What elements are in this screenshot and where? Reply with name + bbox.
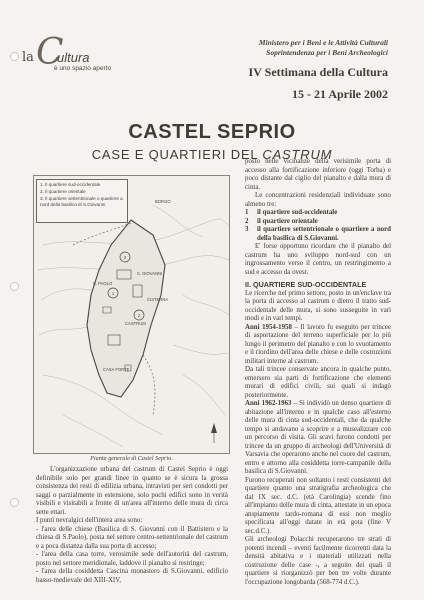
key-point-item: - l'area della cosiddetta Cascina monastero di S.Giovanni, edificio basso-medievale del XIII-XIV, bbox=[36, 568, 228, 584]
header-info bbox=[249, 38, 388, 101]
map-label-castrum: CASTRUM bbox=[125, 321, 146, 326]
logo-text-ultura: ultura bbox=[57, 50, 90, 65]
key-point-item: - l'area delle chiese (Basilica di S. Giovanni con il Battistero e la chiesa di S.Paolo), posta nel settore centro-settentrionale del castrum e a poca distanza dalla sua porta di accesso; bbox=[36, 525, 228, 550]
map-label-2: 2 bbox=[137, 313, 141, 318]
event-dates: 15 - 21 Aprile 2002 bbox=[292, 87, 388, 101]
year-range-label: Anni 1962-1963 bbox=[245, 400, 292, 407]
superintendency-name: Soprintendenza per i Beni Archeologici bbox=[266, 47, 388, 57]
list-number: 1 bbox=[245, 209, 249, 216]
map-label-borgo: BORGO bbox=[155, 199, 171, 204]
paragraph: posto nelle vicinanze della verisimile porta di accesso alla fortificazione inferiore (oggi Torba) e poco distante dal ciglio del pianalto e dalla mura di cinta. bbox=[245, 158, 391, 191]
list-text: il quartiere orientale bbox=[257, 217, 318, 225]
right-column-text bbox=[245, 158, 391, 598]
la-cultura-logo bbox=[22, 30, 118, 76]
paragraph: Le ricerche nel primo settore, posto in un'enclave tra la porta di accesso al castrum e dietro il tratto sud-occidentale delle mura, si sono susseguite in vari modi e in vari tempi. bbox=[245, 289, 391, 322]
event-name: IV Settimana della Cultura bbox=[248, 65, 388, 79]
map-label-casa-forte: CASA FORTE bbox=[103, 367, 130, 372]
punch-hole bbox=[10, 282, 19, 291]
left-column-text bbox=[36, 466, 228, 596]
paragraph: Da tali trincee conservate ancora in qualche punto, emersero sia parti di fortificazione che elementi murari di edifici civili, sui quali si indagò posteriormente. bbox=[245, 366, 391, 399]
subtitle-emphasis: CASTRUM bbox=[262, 147, 333, 162]
intro-paragraph: L'organizzazione urbana del castrum di Castel Seprio è oggi definibile solo per grandi linee in quanto se è sicura la grossa consistenza dei resti di edilizia urbana, intravisti per seri condotti per saggi o parzialmente in estensione, solo pochi edifici sono in verità visibili e visitabili a fronte di un'area all'interno delle mura di circa sette ettari. bbox=[36, 466, 228, 516]
paragraph-text: – Il lavoro fu eseguito per trincee di asportazione del terreno superficiale per lo più lungo il perimetro del pianalto e con lo svuotamento e il riordino dell'area delle chiese e delle costruzioni militari interne al castrum. bbox=[245, 323, 391, 365]
legend-item-2: 2. Il quartiere orientale bbox=[40, 189, 86, 194]
logo-text-la: la bbox=[22, 50, 34, 65]
section-heading: II. QUARTIERE SUD-OCCIDENTALE bbox=[245, 280, 367, 289]
paragraph-text: – Si individò un denso quartiere di abitazione all'interno e in qualche caso all'esterno delle mura di cinta sud-occidentali, che da qualche tempo si andavano a scoprire e a musealizzare con un percorso di visita. Gli scavi furono condotti per trincee da un gruppo di archeologi dell'Università di Varsavia che operarono anche nel cuore del castrum, entro e attorno alla cosiddetta torre-campanile della basilica di S.Giovanni. bbox=[245, 400, 391, 475]
paragraph: Le concentrazioni residenziali individuate sono almeno tre: bbox=[245, 192, 391, 208]
key-points-intro: I punti nevralgici dell'intera area sono: bbox=[36, 517, 143, 524]
key-point-item: - l'area della casa torre, verosimile sede dell'autorità del castrum, posto nel settore meridionale, laddove il pianalto si restringe; bbox=[36, 551, 228, 567]
figure-caption: Pianta generale di Castel Seprio. bbox=[90, 455, 173, 462]
list-item bbox=[245, 226, 391, 243]
page-title: CASTEL SEPRIO bbox=[128, 121, 296, 143]
paragraph: Gli archeologi Polacchi recuperarono tre strati di potenti incendi – eventi facilmente ricorrenti data la densità abitativa e i materiali utilizzati nella costruzione delle case -, a seguito dei quali il quartiere si riorganizzò per ben tre volte durante l'occupazione longobarda (568-774 d.C.). bbox=[245, 536, 391, 586]
list-text: il quartiere settentrionale o quartiere a nord della basilica di S.Giovanni. bbox=[257, 226, 391, 242]
legend-item-1: 1. Il quartiere sud-occidentale bbox=[40, 182, 101, 187]
map-label-s-paolo: S. PAOLO bbox=[93, 281, 113, 286]
list-item bbox=[245, 209, 391, 218]
list-number: 2 bbox=[245, 217, 249, 225]
map-label-1: 1 bbox=[111, 291, 115, 296]
paragraph: E' forse opportuno ricordare che il pianalto del castrum ha uno sviluppo nord-sud con un ingrossamento verso il centro, un restringimento a sud e accesso da ovest. bbox=[245, 243, 391, 276]
subtitle-prefix: CASE E QUARTIERI DEL bbox=[91, 147, 263, 162]
paragraph bbox=[245, 400, 391, 477]
ministry-name: Ministero per i Beni e le Attività Culturali bbox=[258, 38, 388, 47]
map-label-s-giovanni: S. GIOVANNI bbox=[137, 271, 163, 276]
paragraph: Furono recuperati non soltanto i resti consistenti del quartiere quanto una stratigrafia archeologica che dal IX sec. d.C. (età Carolingia) scende fino all'impianto delle mura di cinta, attestate in un epoca anspiamente tardo-romana di essi non meglio specificata all'oggi datate in età gota (fine V sec.d.C.). bbox=[245, 476, 391, 535]
map-label-3: 3 bbox=[123, 255, 127, 260]
logo-letter-c: C bbox=[36, 32, 64, 73]
punch-hole bbox=[10, 498, 19, 507]
punch-hole bbox=[10, 52, 19, 61]
paragraph bbox=[245, 324, 391, 367]
list-item bbox=[245, 218, 391, 227]
map-label-cisterna: CISTERNA bbox=[147, 297, 169, 302]
list-text: il quartiere sud-occidentale bbox=[257, 209, 338, 216]
year-range-label: Anni 1954-1958 bbox=[245, 323, 292, 331]
legend-item-3: 3. Il quartiere settentrionale o quartiere a nord della basilica di S.Giovanni bbox=[40, 196, 123, 207]
list-number: 3 bbox=[245, 226, 249, 233]
logo-tagline: è uno spazio aperto bbox=[54, 65, 112, 72]
map-legend bbox=[36, 179, 128, 223]
